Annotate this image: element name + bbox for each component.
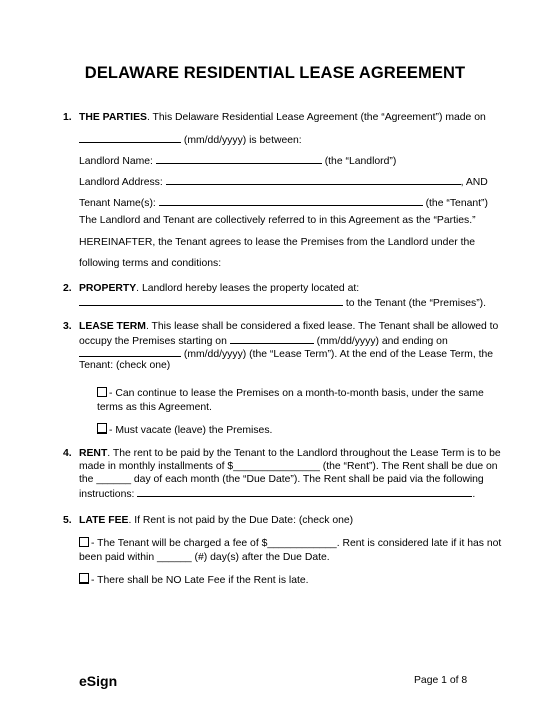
tenant-name-line [79,195,488,210]
property-address-field[interactable] [79,295,343,306]
landlord-name-label: Landlord Name: [79,156,156,167]
parties-date-text: (mm/dd/yyyy) is between: [181,135,302,146]
must-vacate-label: - Must vacate (leave) the Premises. [109,425,273,436]
must-vacate-option [97,423,272,437]
landlord-suffix: (the “Landlord”) [321,156,397,167]
page-number: Page 1 of 8 [414,675,468,686]
lease-end-date-field[interactable] [79,346,181,357]
section-number: 5. [63,515,72,526]
lease-term-line-4: Tenant: (check one) [79,360,171,371]
late-fee-text: . If Rent is not paid by the Due Date: (check one) [128,515,354,526]
tenant-suffix: (the “Tenant”) [422,198,488,209]
no-late-fee-option [79,573,309,587]
section-number: 1. [63,112,72,123]
late-fee-line-1 [79,514,353,527]
rent-line-4 [79,486,475,501]
section-number: 3. [63,321,72,332]
landlord-name-field[interactable] [156,153,322,164]
month-to-month-option [97,387,484,400]
parties-text: . This Delaware Residential Lease Agreement (the “Agreement”) made on [146,112,486,123]
parties-line-2 [79,132,302,147]
payment-instructions-end: . [472,489,476,500]
rent-line-3: the ______ day of each month (the “Due Date”). The Rent shall be paid via the following [79,474,484,485]
late-fee-option-1-cont: been paid within ______ (#) day(s) after the Due Date. [79,552,330,563]
lease-start-date-field[interactable] [230,333,314,344]
section-heading: PROPERTY [79,283,137,294]
property-line-1 [79,282,359,295]
month-to-month-option-cont: terms as this Agreement. [97,402,212,413]
property-line-2 [79,295,486,310]
parties-line-1 [79,111,486,124]
section-heading: RENT [79,448,108,459]
parties-paragraph-1: The Landlord and Tenant are collectively referred to in this Agreement as the “Parties.” [79,215,476,226]
no-late-fee-label: - There shall be NO Late Fee if the Rent is late. [91,575,309,586]
address-suffix: , AND [460,177,488,188]
landlord-address-label: Landlord Address: [79,177,166,188]
parties-paragraph-2: HEREINAFTER, the Tenant agrees to lease the Premises from the Landlord under the [79,237,476,248]
landlord-name-line [79,153,396,168]
lease-start-label: occupy the Premises starting on [79,336,230,347]
parties-paragraph-3: following terms and conditions: [79,258,222,269]
rent-line-1 [79,447,501,460]
rent-text: . The rent to be paid by the Tenant to the Landlord throughout the Lease Term is to be [107,448,501,459]
landlord-address-field[interactable] [166,174,461,185]
property-suffix: to the Tenant (the “Premises”). [343,298,487,309]
lease-term-suffix: (mm/dd/yyyy) (the “Lease Term”). At the end of the Lease Term, the [181,349,494,360]
must-vacate-checkbox[interactable] [97,423,107,434]
tenant-name-label: Tenant Name(s): [79,198,159,209]
late-fee-checkbox[interactable] [79,537,89,547]
month-to-month-label: - Can continue to lease the Premises on a month-to-month basis, under the same [109,388,484,399]
landlord-address-line [79,174,488,189]
payment-instructions-label: instructions: [79,489,138,500]
lease-term-line-1 [79,320,498,333]
section-heading: THE PARTIES [79,112,147,123]
tenant-name-field[interactable] [159,195,423,206]
payment-instructions-field[interactable] [137,486,472,497]
rent-line-2: made in monthly installments of $_______________ (the “Rent”). The Rent shall be due on [79,461,498,472]
lease-term-text: . This lease shall be considered a fixed lease. The Tenant shall be allowed to [145,321,499,332]
section-heading: LATE FEE [79,515,129,526]
property-text: . Landlord hereby leases the property located at: [136,283,360,294]
section-number: 4. [63,448,72,459]
document-title: DELAWARE RESIDENTIAL LEASE AGREEMENT [84,64,466,82]
lease-end-label: (mm/dd/yyyy) and ending on [313,336,448,347]
month-to-month-checkbox[interactable] [97,387,107,397]
no-late-fee-checkbox[interactable] [79,573,89,584]
section-heading: LEASE TERM [79,321,146,332]
late-fee-option-1 [79,537,501,550]
agreement-date-field[interactable] [79,132,181,143]
late-fee-label: - The Tenant will be charged a fee of $____________. Rent is considered late if it has not [91,538,502,549]
esign-logo: eSign [79,673,118,689]
section-number: 2. [63,283,72,294]
